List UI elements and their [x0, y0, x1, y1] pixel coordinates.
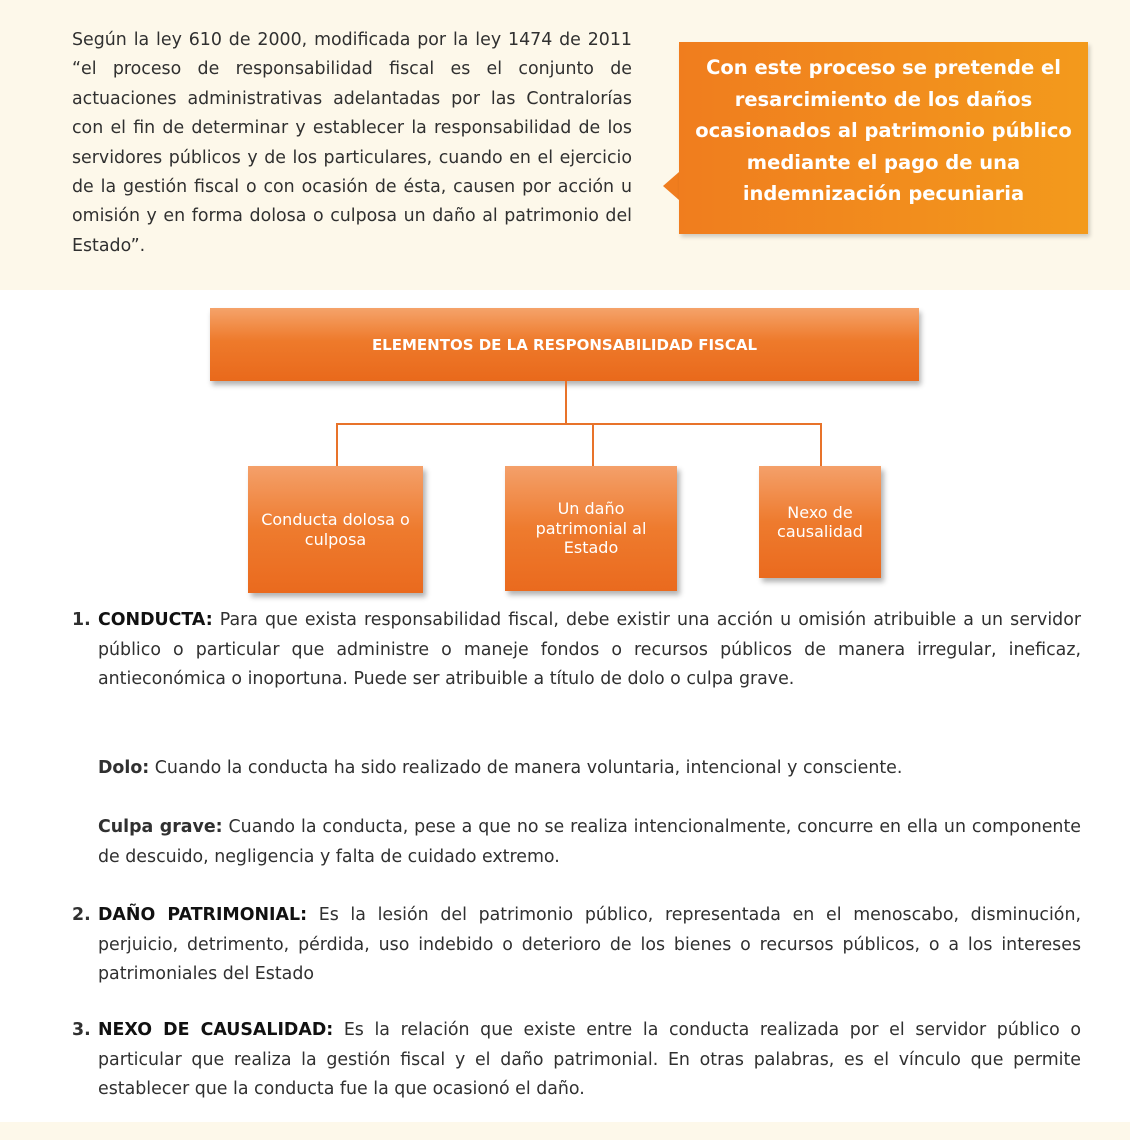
list-item-number: 1. [72, 610, 91, 630]
list-item-text: Es la relación que existe entre la conducta realizada por el servidor público o particular que realiza la gestión fiscal y el daño patrimonial. En otras palabras, es el vínculo que permite establecer que la conducta fue la que ocasionó el daño. [98, 1020, 1081, 1100]
org-connector-right [820, 423, 822, 466]
org-node-label: Conducta dolosa o culposa [261, 510, 410, 549]
org-node-nexo [759, 466, 881, 578]
list-item-text: Para que exista responsabilidad fiscal, debe existir una acción u omisión atribuible a un servidor público o particular que administre o maneje fondos o recursos públicos de manera irregular, ineficaz, antieconómica o inoportuna. Puede ser atribuible a título de dolo o culpa grave. [98, 610, 1081, 690]
org-connector-trunk [565, 381, 567, 423]
subitem-term: Culpa grave: [98, 817, 223, 837]
org-node-dano [505, 466, 677, 591]
list-item-text: Es la lesión del patrimonio público, representada en el menoscabo, disminución, perjuicio, detrimento, pérdida, uso indebido o deterioro de los bienes o recursos públicos, o a los intereses patrimoniales del Estado [98, 905, 1081, 985]
org-connector-left [336, 423, 338, 466]
subitem-culpa-grave [98, 813, 1081, 872]
org-connector-horizontal [336, 423, 822, 425]
callout-text: Con este proceso se pretende el resarcimiento de los daños ocasionados al patrimonio público mediante el pago de una indemnización pecuniaria [695, 56, 1072, 205]
list-item-nexo-causalidad [72, 1016, 1081, 1105]
org-node-label: Nexo de causalidad [777, 502, 863, 541]
list-item-number: 3. [72, 1020, 91, 1040]
list-item-title: NEXO DE CAUSALIDAD: [98, 1020, 334, 1040]
subitem-dolo [98, 754, 1081, 784]
list-item-title: DAÑO PATRIMONIAL: [98, 905, 308, 925]
org-chart-root-label: ELEMENTOS DE LA RESPONSABILIDAD FISCAL [371, 335, 758, 354]
callout-pointer [663, 172, 679, 200]
org-node-label: Un daño patrimonial al Estado [535, 499, 647, 558]
org-chart-root [210, 308, 919, 381]
intro-paragraph: Según la ley 610 de 2000, modificada por la ley 1474 de 2011 “el proceso de responsabilidad fiscal es el conjunto de actuaciones administrativas adelantadas por las Contralorías con el fin de determinar y establecer la responsabilidad de los servidores públicos y de los particulares, cuando en el ejercicio de la gestión fiscal o con ocasión de ésta, causen por acción u omisión y en forma dolosa o culposa un daño al patrimonio del Estado”. [72, 30, 632, 256]
org-connector-center [592, 423, 594, 466]
list-item-title: CONDUCTA: [98, 610, 213, 630]
list-item-dano-patrimonial [72, 901, 1081, 990]
list-item-conducta [72, 606, 1081, 695]
subitem-term: Dolo: [98, 758, 150, 778]
subitem-text: Cuando la conducta, pese a que no se realiza intencionalmente, concurre en ella un componente de descuido, negligencia y falta de cuidado extremo. [98, 817, 1081, 867]
footer-band [0, 1122, 1130, 1140]
org-node-conducta [248, 466, 423, 593]
subitem-text: Cuando la conducta ha sido realizado de manera voluntaria, intencional y consciente. [149, 758, 903, 778]
callout-box [679, 42, 1088, 234]
list-item-number: 2. [72, 905, 91, 925]
